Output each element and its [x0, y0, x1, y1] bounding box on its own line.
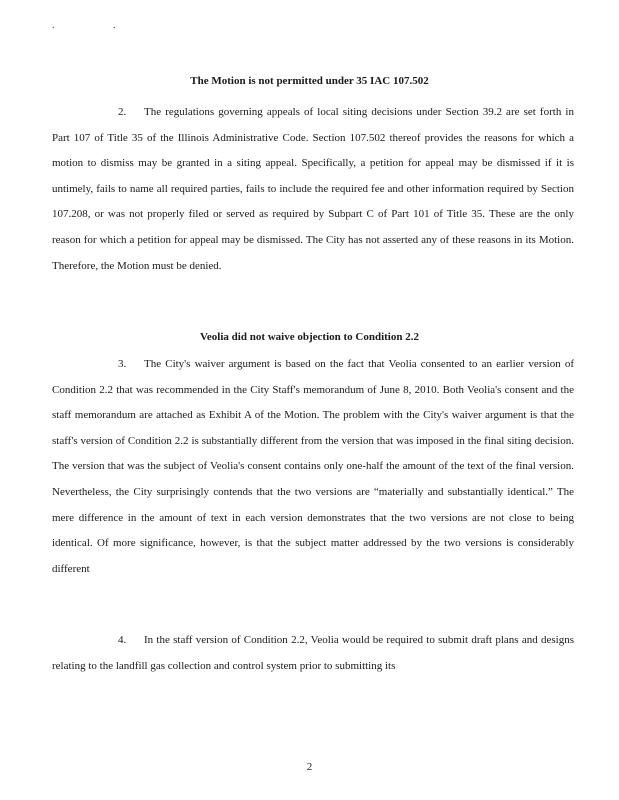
paragraph-number: 3.	[118, 358, 127, 370]
paragraph-text: The regulations governing appeals of local siting decisions under Section 39.2 are set forth in Part 107 of Title 35 of the Illinois Administrative Code. Section 107.502 thereof provides the reasons for which a motion to dismiss may be granted in a siting appeal. Specifically, a petition for appeal may be dismissed if it is untimely, fails to name all required parties, fails to include the required fee and other information required by Section 107.208, or was not properly filed or served as required by Subpart C of Part 101 of Title 35. These are the only reason for which a petition for appeal may be dismissed. The City has not asserted any of these reasons in its Motion. Therefore, the Motion must be denied.	[52, 106, 574, 272]
paragraph-2	[52, 100, 574, 279]
section-heading-veolia-did-not-waive: Veolia did not waive objection to Condition 2.2	[199, 331, 419, 343]
section-heading-motion-not-permitted: The Motion is not permitted under 35 IAC 107.502	[190, 75, 429, 87]
paragraph-text: In the staff version of Condition 2.2, Veolia would be required to submit draft plans and designs relating to the landfill gas collection and control system prior to submitting its	[52, 634, 574, 672]
page-number: 2	[306, 761, 313, 773]
paragraph-text: The City's waiver argument is based on the fact that Veolia consented to an earlier version of Condition 2.2 that was recommended in the City Staff's memorandum of June 8, 2010. Both Veolia's consent and the staff memorandum are attached as Exhibit A of the Motion. The problem with the City's waiver argument is that the staff's version of Condition 2.2 is substantially different from the version that was imposed in the final siting decision. The version that was the subject of Veolia's consent contains only one-half the amount of the text of the final version. Nevertheless, the City surprisingly contends that the two versions are “materially and substantially identical.” The mere difference in the amount of text in each version demonstrates that the two versions are not close to being identical. Of more significance, however, is that the subject matter addressed by the two versions is considerably different	[52, 358, 574, 575]
paragraph-3	[52, 352, 574, 582]
paragraph-4	[52, 628, 574, 679]
paragraph-number: 2.	[118, 106, 127, 118]
paragraph-number: 4.	[118, 634, 127, 646]
scan-marks: . .	[52, 20, 144, 31]
